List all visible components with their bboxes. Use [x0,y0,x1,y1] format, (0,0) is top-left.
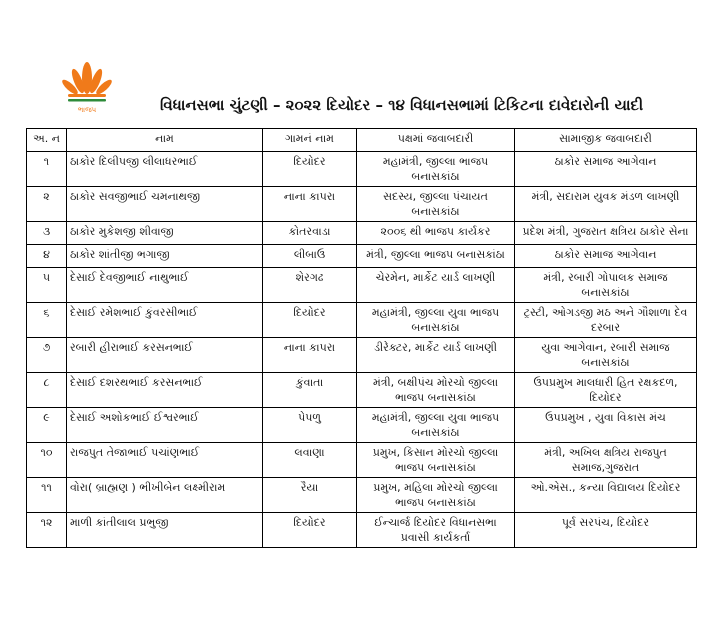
cell-name: ઠાકોર શાંતીજી ભગાજી [67,245,263,268]
cell-village: દિયોદર [263,303,357,338]
table-row [27,408,697,443]
cell-village: દિયોદર [263,152,357,187]
cell-social-role: મંત્રી, સદારામ યુવક મંડળ લાખણી [515,187,697,222]
table-row [27,338,697,373]
table-row [27,373,697,408]
logo-caption: ભાજપ [77,106,97,114]
col-header-name: નામ [67,129,263,152]
table-row [27,245,697,268]
cell-name: દેસાઈ દશરથભાઈ કરસનભાઈ [67,373,263,408]
cell-village: શેરગઢ [263,268,357,303]
cell-social-role: મંત્રી, રબારી ગોપાલક સમાજ બનાસકાંઠા [515,268,697,303]
cell-number: ૧ [27,152,67,187]
cell-social-role: ઠાકોર સમાજ આગેવાન [515,152,697,187]
table-row [27,513,697,548]
table-row [27,478,697,513]
cell-party-role: ૨૦૦૬ થી ભાજપ કાર્યકર [357,222,515,245]
cell-party-role: મહામંત્રી, જીલ્લા ભાજપ બનાસકાંઠા [357,152,515,187]
cell-party-role: મંત્રી, બક્ષીપંચ મોરચો જીલ્લા ભાજપ બનાસકાંઠા [357,373,515,408]
cell-party-role: ચેરમેન, માર્કેટ યાર્ડ લાખણી [357,268,515,303]
cell-number: ૮ [27,373,67,408]
cell-party-role: મંત્રી, જીલ્લા ભાજપ બનાસકાંઠા [357,245,515,268]
cell-number: ૨ [27,187,67,222]
cell-name: વોરા( બ્રાહ્મણ ) ભીખીબેન લક્ષ્મીરામ [67,478,263,513]
cell-number: ૯ [27,408,67,443]
cell-number: ૧૨ [27,513,67,548]
cell-village: લવાણા [263,443,357,478]
cell-party-role: ઈન્ચાર્જ દિયોદર વિધાનસભા પ્રવાસી કાર્યકર્તા [357,513,515,548]
cell-village: દિયોદર [263,513,357,548]
cell-number: ૪ [27,245,67,268]
cell-name: દેસાઈ અશોકભાઈ ઈશ્વરભાઈ [67,408,263,443]
cell-name: દેસાઈ દેવજીભાઈ નાથુભાઈ [67,268,263,303]
cell-social-role: ઉપપ્રમુખ માલધારી હિત રક્ષકદળ, દિયોદર [515,373,697,408]
table-row [27,268,697,303]
cell-number: ૭ [27,338,67,373]
cell-number: ૧૧ [27,478,67,513]
cell-village: રૈયા [263,478,357,513]
cell-village: નાના કાપરા [263,338,357,373]
cell-village: કોતરવાડા [263,222,357,245]
cell-social-role: ઓ.એસ., કન્યા વિદ્યાલય દિયોદર [515,478,697,513]
col-header-party-role: પક્ષમાં જવાબદારી [357,129,515,152]
cell-name: ઠાકોર દિલીપજી લીલાધરભાઈ [67,152,263,187]
table-row [27,303,697,338]
cell-party-role: મહામંત્રી, જીલ્લા યુવા ભાજપ બનાસકાંઠા [357,408,515,443]
cell-village: નાના કાપરા [263,187,357,222]
cell-party-role: ડીરેક્ટર, માર્કેટ યાર્ડ લાખણી [357,338,515,373]
col-header-village: ગામનં નામ [263,129,357,152]
cell-name: રાજપુત તેજાભાઈ પચાંણભાઈ [67,443,263,478]
cell-name: ઠાકોર સવજીભાઈ ચમનાથજી [67,187,263,222]
cell-name: દેસાઈ રમેશભાઈ કુંવરસીભાઈ [67,303,263,338]
cell-number: ૬ [27,303,67,338]
table-row [27,222,697,245]
cell-village: લીબાઉ [263,245,357,268]
cell-village: કુંવાતા [263,373,357,408]
cell-number: ૫ [27,268,67,303]
cell-social-role: ઉપપ્રમુખ , યુવા વિકાસ મંચ [515,408,697,443]
cell-number: ૧૦ [27,443,67,478]
cell-party-role: સદસ્ય, જીલ્લા પંચાયત બનાસકાંઠા [357,187,515,222]
cell-social-role: ટ્રસ્ટી, ઓગડજી મઠ અને ગૌશાળા દેવ દરબાર [515,303,697,338]
candidates-table [26,128,697,548]
cell-name: માળી કાંતીલાલ પ્રભુજી [67,513,263,548]
col-header-social-role: સામાજીક જવાબદારી [515,129,697,152]
cell-party-role: પ્રમુખ, મહિલા મોરચો જીલ્લા ભાજપ બનાસકાંઠા [357,478,515,513]
cell-number: ૩ [27,222,67,245]
page-title: વિધાનસભા ચુંટણી – ૨૦૨૨ દિયોદર – ૧૪ વિધાનસભામાં ટિકિટના દાવેદારોની યાદી [160,96,644,114]
cell-name: ઠાકોર મુકેશજી શીવાજી [67,222,263,245]
lotus-logo-icon [56,56,118,116]
cell-social-role: મંત્રી, અખિલ ક્ષત્રિય રાજપુત સમાજ,ગુજરાત [515,443,697,478]
cell-social-role: ઠાકોર સમાજ આગેવાન [515,245,697,268]
table-header-row [27,129,697,152]
cell-name: રબારી હીરાભાઈ કરસનભાઈ [67,338,263,373]
cell-social-role: યુવા આગેવાન, રબારી સમાજ બનાસકાંઠા [515,338,697,373]
cell-party-role: મહામંત્રી, જીલ્લા યુવા ભાજપ બનાસકાંઠા [357,303,515,338]
cell-party-role: પ્રમુખ, કિસાન મોરચો જીલ્લા ભાજપ બનાસકાંઠા [357,443,515,478]
cell-social-role: પૂર્વ સરપંચ, દિયોદર [515,513,697,548]
table-row [27,443,697,478]
cell-social-role: પ્રદેશ મંત્રી, ગુજરાત ક્ષત્રિય ઠાકોર સેના [515,222,697,245]
table-row [27,187,697,222]
table-row [27,152,697,187]
col-header-number: અ. ન [27,129,67,152]
cell-village: પેપળુ [263,408,357,443]
